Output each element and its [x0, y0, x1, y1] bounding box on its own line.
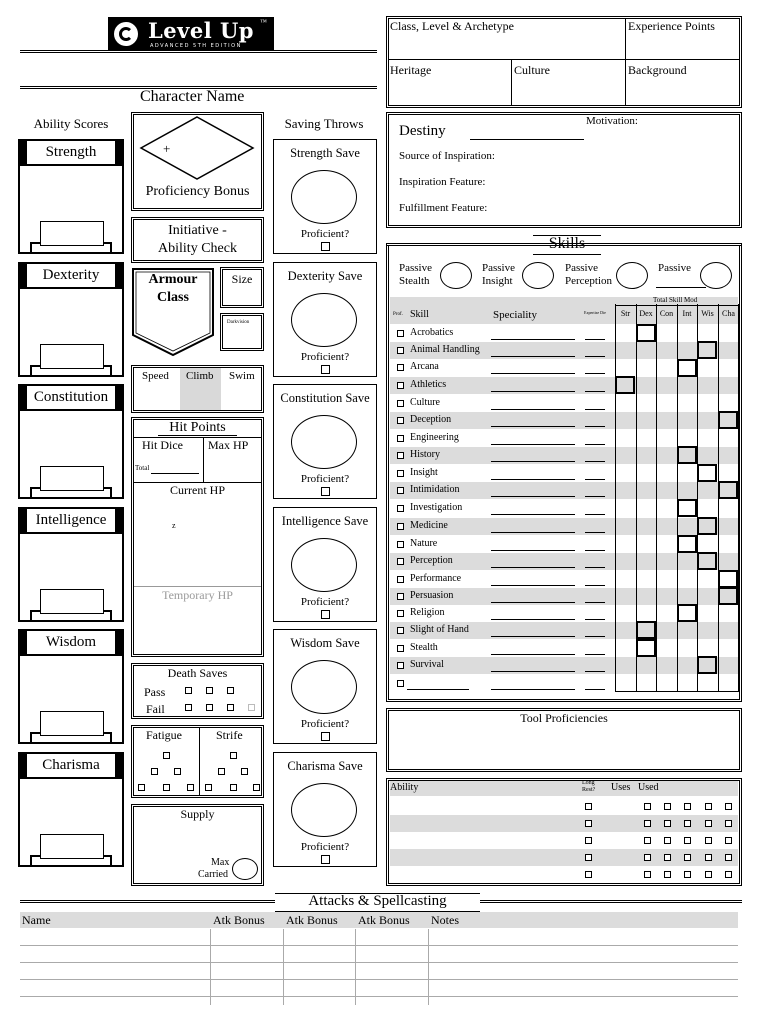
save-proficient-label: Proficient? — [300, 596, 350, 608]
climb-label[interactable]: Climb — [186, 370, 214, 382]
skill-name: Stealth — [410, 642, 438, 653]
fatigue-checkbox[interactable] — [163, 752, 170, 759]
passive-perception-value[interactable] — [616, 262, 648, 289]
strife-checkbox[interactable] — [205, 784, 212, 791]
current-hp-mark: z — [172, 521, 176, 530]
ability-column-header: Ability — [390, 782, 419, 793]
current-hp-label[interactable]: Current HP — [170, 483, 225, 497]
custom-skill-field[interactable] — [407, 689, 469, 690]
ability-check-label: Ability Check — [158, 241, 237, 256]
passive-custom-value[interactable] — [700, 262, 732, 289]
save-dexterity[interactable] — [273, 262, 377, 377]
skill-name: Survival — [410, 659, 444, 670]
save-charisma-checkbox[interactable] — [321, 855, 330, 864]
skill-prof-checkbox[interactable] — [397, 610, 404, 617]
save-proficient-label: Proficient? — [300, 473, 350, 485]
ability-wisdom-label: Wisdom — [20, 631, 122, 656]
medicine-wis-highlight[interactable] — [697, 517, 717, 535]
death-fail-checkbox[interactable] — [185, 704, 192, 711]
skill-name: Insight — [410, 467, 438, 478]
death-pass-checkbox[interactable] — [227, 687, 234, 694]
skill-prof-checkbox[interactable] — [397, 364, 404, 371]
skill-prof-checkbox[interactable] — [397, 558, 404, 565]
save-charisma-value[interactable] — [291, 783, 357, 837]
logo-subtitle: ADVANCED 5TH EDITION — [150, 43, 242, 49]
ability-use-row[interactable] — [390, 815, 738, 832]
intelligence-modifier[interactable] — [40, 589, 104, 614]
fatigue-label: Fatigue — [146, 728, 182, 742]
fatigue-checkbox[interactable] — [163, 784, 170, 791]
skill-prof-checkbox[interactable] — [397, 505, 404, 512]
intimidation-cha-highlight[interactable] — [718, 481, 738, 499]
ability-use-row[interactable] — [390, 832, 738, 849]
passive-stealth-value[interactable] — [440, 262, 472, 289]
save-proficient-label: Proficient? — [300, 718, 350, 730]
save-proficient-label: Proficient? — [300, 841, 350, 853]
max-hp-label[interactable]: Max HP — [208, 438, 249, 452]
passive-insight-label: Passive — [482, 262, 515, 274]
swim-label[interactable]: Swim — [229, 370, 255, 382]
col-dex-header: Dex — [639, 309, 653, 318]
skill-name: Acrobatics — [410, 327, 454, 338]
logo-rule — [20, 50, 377, 53]
speed-label[interactable]: Speed — [142, 370, 169, 382]
skill-name: Engineering — [410, 432, 459, 443]
proficiency-plus: + — [163, 141, 171, 156]
save-constitution-checkbox[interactable] — [321, 487, 330, 496]
total-skill-mod-label: Total Skill Mod — [653, 296, 698, 304]
save-constitution-label: Constitution Save — [280, 391, 370, 405]
fatigue-checkbox[interactable] — [138, 784, 145, 791]
passive-stealth-label-2: Stealth — [399, 275, 430, 287]
save-strength-checkbox[interactable] — [321, 242, 330, 251]
skill-prof-checkbox[interactable] — [397, 382, 404, 389]
death-pass-checkbox[interactable] — [206, 687, 213, 694]
col-str-header: Str — [620, 309, 631, 318]
wisdom-modifier[interactable] — [40, 711, 104, 736]
ability-wisdom[interactable] — [18, 629, 124, 744]
save-strength[interactable] — [273, 139, 377, 254]
death-fail-checkbox[interactable] — [248, 704, 255, 711]
ability-charisma[interactable] — [18, 752, 124, 867]
logo-title: Level Up — [148, 18, 254, 43]
size-label: Size — [231, 272, 253, 286]
skill-prof-checkbox[interactable] — [397, 645, 404, 652]
destiny-field[interactable] — [470, 139, 584, 140]
uses-header: Uses — [611, 782, 631, 793]
religion-int-highlight[interactable] — [677, 604, 697, 622]
save-wisdom[interactable] — [273, 629, 377, 744]
class-level-field[interactable]: Class, Level & Archetype — [390, 19, 514, 33]
save-intelligence-value[interactable] — [291, 538, 357, 592]
skill-prof-checkbox[interactable] — [397, 627, 404, 634]
culture-field[interactable]: Culture — [514, 63, 550, 77]
ability-dexterity-label: Dexterity — [20, 264, 122, 289]
skills-title: Skills — [548, 235, 586, 252]
perception-wis-highlight[interactable] — [697, 552, 717, 570]
character-name-label: Character Name — [140, 88, 245, 105]
attack-row[interactable] — [20, 980, 738, 997]
skill-name: Nature — [410, 538, 438, 549]
save-constitution[interactable] — [273, 384, 377, 499]
save-constitution-value[interactable] — [291, 415, 357, 469]
ability-charisma-label: Charisma — [20, 754, 122, 779]
skill-name: Religion — [410, 607, 445, 618]
ability-use-row[interactable] — [390, 866, 738, 883]
skill-prof-checkbox[interactable] — [397, 417, 404, 424]
skill-prof-checkbox[interactable] — [397, 662, 404, 669]
skill-name: Slight of Hand — [410, 624, 469, 635]
death-saves-title: Death Saves — [167, 666, 228, 680]
save-wisdom-checkbox[interactable] — [321, 732, 330, 741]
fatigue-checkbox[interactable] — [187, 784, 194, 791]
ability-intelligence[interactable] — [18, 507, 124, 622]
passive-insight-value[interactable] — [522, 262, 554, 289]
source-of-inspiration-label: Source of Inspiration: — [399, 150, 495, 162]
skill-name: Arcana — [410, 361, 439, 372]
skill-name: History — [410, 449, 440, 460]
skill-name: Animal Handling — [410, 344, 480, 355]
hit-dice-label[interactable]: Hit Dice — [142, 438, 183, 452]
passive-custom-label: Passive — [658, 262, 691, 274]
strife-checkbox[interactable] — [230, 752, 237, 759]
saving-throws-title: Saving Throws — [284, 116, 364, 131]
max-carried-label: Max — [211, 857, 230, 868]
charisma-modifier[interactable] — [40, 834, 104, 859]
skill-header: Skill — [410, 309, 429, 320]
attacks-col-notes: Notes — [431, 913, 459, 927]
stealth-dex-highlight[interactable] — [636, 639, 656, 657]
investigation-int-highlight[interactable] — [677, 499, 697, 517]
passive-stealth-label: Passive — [399, 262, 432, 274]
death-fail-checkbox[interactable] — [227, 704, 234, 711]
skill-prof-checkbox[interactable] — [397, 541, 404, 548]
skill-prof-checkbox[interactable] — [397, 347, 404, 354]
survival-wis-highlight[interactable] — [697, 656, 717, 674]
skill-name: Investigation — [410, 502, 463, 513]
ability-use-row[interactable] — [390, 798, 738, 815]
hit-points-title: Hit Points — [169, 420, 226, 435]
attacks-col-atk-bonus: Atk Bonus — [286, 913, 338, 927]
col-cha-header: Cha — [722, 309, 735, 318]
athletics-str-highlight[interactable] — [615, 376, 635, 394]
supply-label: Supply — [180, 807, 215, 821]
skill-name: Intimidation — [410, 484, 460, 495]
animal-handling-wis-highlight[interactable] — [697, 341, 717, 359]
proficiency-diamond-icon — [138, 115, 256, 181]
arcana-int-highlight[interactable] — [677, 359, 697, 377]
armour-label: Armour — [148, 272, 198, 287]
ability-intelligence-label: Intelligence — [20, 509, 122, 534]
skill-name: Medicine — [410, 520, 448, 531]
col-con-header: Con — [659, 309, 674, 318]
death-fail-label: Fail — [146, 702, 165, 716]
temporary-hp-label[interactable]: Temporary HP — [162, 588, 233, 602]
logo-trademark: ™ — [260, 18, 267, 26]
speciality-header: Speciality — [493, 309, 537, 321]
nature-int-highlight[interactable] — [677, 535, 697, 553]
save-intelligence-checkbox[interactable] — [321, 610, 330, 619]
strife-checkbox[interactable] — [218, 768, 225, 775]
save-proficient-label: Proficient? — [300, 351, 350, 363]
fulfillment-feature-label: Fulfillment Feature: — [399, 202, 488, 214]
passive-perception-label-2: Perception — [565, 275, 613, 287]
save-wisdom-label: Wisdom Save — [290, 636, 360, 650]
proficiency-label: Proficiency Bonus — [145, 184, 250, 199]
death-pass-label: Pass — [144, 685, 166, 699]
save-intelligence-label: Intelligence Save — [281, 514, 369, 528]
skill-name: Persuasion — [410, 590, 454, 601]
strife-checkbox[interactable] — [253, 784, 260, 791]
expertise-header: Expertise Die — [584, 310, 606, 315]
hit-points-box — [131, 417, 264, 657]
logo — [108, 17, 274, 51]
long-rest-header: Long Rest? — [582, 780, 596, 793]
strife-checkbox[interactable] — [230, 784, 237, 791]
skill-name: Culture — [410, 397, 440, 408]
initiative-label: Initiative - — [168, 223, 227, 238]
strife-label: Strife — [216, 728, 243, 742]
skill-name: Deception — [410, 414, 452, 425]
slight-of-hand-dex-highlight[interactable] — [636, 621, 656, 639]
acrobatics-dex-highlight[interactable] — [636, 324, 656, 342]
history-int-highlight[interactable] — [677, 446, 697, 464]
fatigue-checkbox[interactable] — [174, 768, 181, 775]
attack-row[interactable] — [20, 963, 738, 980]
insight-wis-highlight[interactable] — [697, 464, 717, 482]
skill-prof-checkbox[interactable] — [397, 470, 404, 477]
attack-row[interactable] — [20, 946, 738, 963]
skill-name: Performance — [410, 573, 462, 584]
hit-dice-total-field[interactable] — [151, 473, 199, 474]
save-strength-value[interactable] — [291, 170, 357, 224]
skill-prof-checkbox[interactable] — [397, 400, 404, 407]
save-proficient-label: Proficient? — [300, 228, 350, 240]
fatigue-checkbox[interactable] — [151, 768, 158, 775]
skill-name: Perception — [410, 555, 453, 566]
save-charisma-label: Charisma Save — [287, 759, 363, 773]
tool-proficiencies-title: Tool Proficiencies — [520, 711, 608, 725]
passive-perception-label: Passive — [565, 262, 598, 274]
dexterity-modifier[interactable] — [40, 344, 104, 369]
constitution-modifier[interactable] — [40, 466, 104, 491]
death-fail-checkbox[interactable] — [206, 704, 213, 711]
ability-constitution-label: Constitution — [20, 386, 122, 411]
passive-custom-field[interactable] — [656, 287, 706, 288]
ability-dexterity[interactable] — [18, 262, 124, 377]
logo-emblem-icon — [114, 22, 138, 46]
skill-prof-checkbox[interactable] — [397, 593, 404, 600]
save-dexterity-label: Dexterity Save — [287, 269, 363, 283]
attacks-title: Attacks & Spellcasting — [308, 893, 447, 909]
heritage-field[interactable]: Heritage — [390, 63, 432, 77]
attacks-col-atk-bonus: Atk Bonus — [213, 913, 265, 927]
skill-prof-checkbox[interactable] — [397, 452, 404, 459]
attack-row[interactable] — [20, 929, 738, 946]
strife-checkbox[interactable] — [241, 768, 248, 775]
experience-field[interactable]: Experience Points — [628, 19, 715, 33]
darkvision-box[interactable] — [220, 313, 264, 351]
used-header: Used — [638, 782, 659, 793]
skill-prof-checkbox[interactable] — [397, 487, 404, 494]
inspiration-feature-label: Inspiration Feature: — [399, 176, 486, 188]
max-carried-field[interactable] — [232, 858, 258, 880]
attacks-col-name: Name — [22, 913, 51, 927]
max-carried-label-2: Carried — [198, 869, 228, 880]
deception-cha-highlight[interactable] — [718, 411, 738, 429]
save-charisma[interactable] — [273, 752, 377, 867]
skill-prof-checkbox[interactable] — [397, 680, 404, 687]
darkvision-label: Darkvision — [227, 320, 250, 325]
col-int-header: Int — [682, 309, 692, 318]
save-dexterity-value[interactable] — [291, 293, 357, 347]
attacks-col-atk-bonus: Atk Bonus — [358, 913, 410, 927]
ability-strength[interactable] — [18, 139, 124, 254]
death-pass-checkbox[interactable] — [185, 687, 192, 694]
ability-strength-label: Strength — [20, 141, 122, 166]
skill-prof-checkbox[interactable] — [397, 576, 404, 583]
ability-constitution[interactable] — [18, 384, 124, 499]
strength-modifier[interactable] — [40, 221, 104, 246]
skill-name: Athletics — [410, 379, 447, 390]
save-strength-label: Strength Save — [290, 146, 360, 160]
performance-cha-highlight[interactable] — [718, 570, 738, 588]
class-label: Class — [157, 290, 189, 305]
col-wis-header: Wis — [701, 309, 714, 318]
save-intelligence[interactable] — [273, 507, 377, 622]
background-field[interactable]: Background — [628, 63, 687, 77]
ability-uses-header-bg — [390, 781, 738, 796]
skill-prof-checkbox[interactable] — [397, 435, 404, 442]
prof-header: Prof. — [393, 312, 403, 317]
skill-prof-checkbox[interactable] — [397, 330, 404, 337]
save-dexterity-checkbox[interactable] — [321, 365, 330, 374]
save-wisdom-value[interactable] — [291, 660, 357, 714]
destiny-title: Destiny — [399, 123, 446, 139]
passive-insight-label-2: Insight — [482, 275, 513, 287]
ability-scores-title: Ability Scores — [33, 116, 109, 131]
ability-use-row[interactable] — [390, 849, 738, 866]
skill-prof-checkbox[interactable] — [397, 523, 404, 530]
motivation-label: Motivation: — [586, 115, 638, 127]
persuasion-cha-highlight[interactable] — [718, 587, 738, 605]
hit-dice-total-label: Total — [135, 464, 150, 472]
